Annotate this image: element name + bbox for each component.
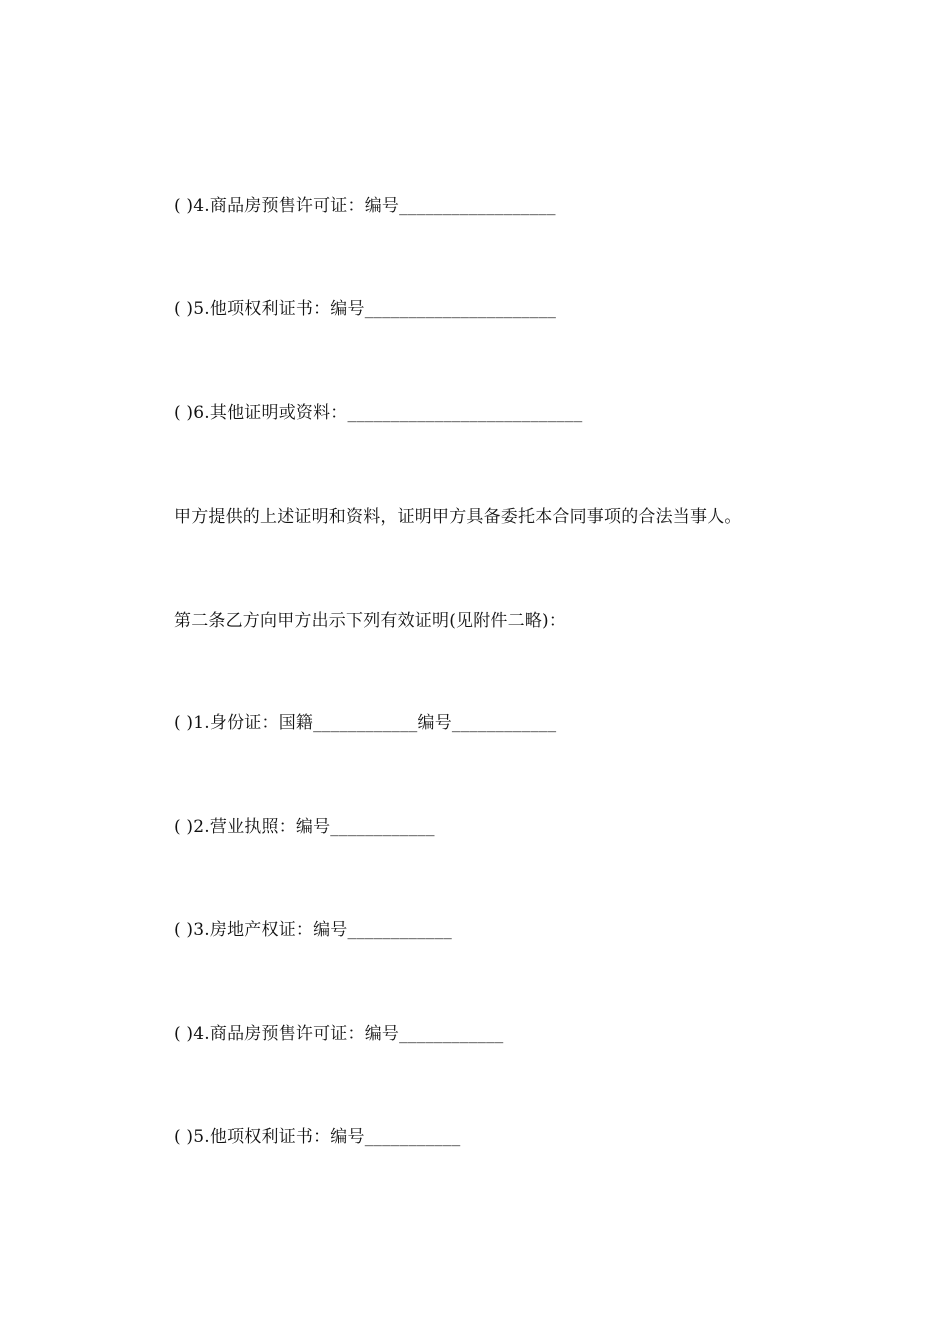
seller-qualification-statement: 甲方提供的上述证明和资料，证明甲方具备委托本合同事项的合法当事人。: [174, 507, 742, 527]
buyer-item-presale-permit: ( )4.商品房预售许可证：编号____________: [174, 1024, 504, 1044]
buyer-item-property-certificate: ( )3.房地产权证：编号____________: [174, 920, 452, 940]
article-two-heading: 第二条乙方向甲方出示下列有效证明(见附件二略)：: [174, 611, 567, 631]
seller-item-presale-permit: ( )4.商品房预售许可证：编号__________________: [174, 196, 556, 216]
seller-item-other-rights-certificate: ( )5.他项权利证书：编号______________________: [174, 299, 557, 319]
buyer-item-id-card: ( )1.身份证：国籍____________编号____________: [174, 713, 557, 733]
buyer-item-other-rights-certificate: ( )5.他项权利证书：编号___________: [174, 1127, 461, 1147]
buyer-item-business-license: ( )2.营业执照：编号____________: [174, 817, 435, 837]
seller-item-other-documents: ( )6.其他证明或资料：___________________________: [174, 403, 583, 423]
